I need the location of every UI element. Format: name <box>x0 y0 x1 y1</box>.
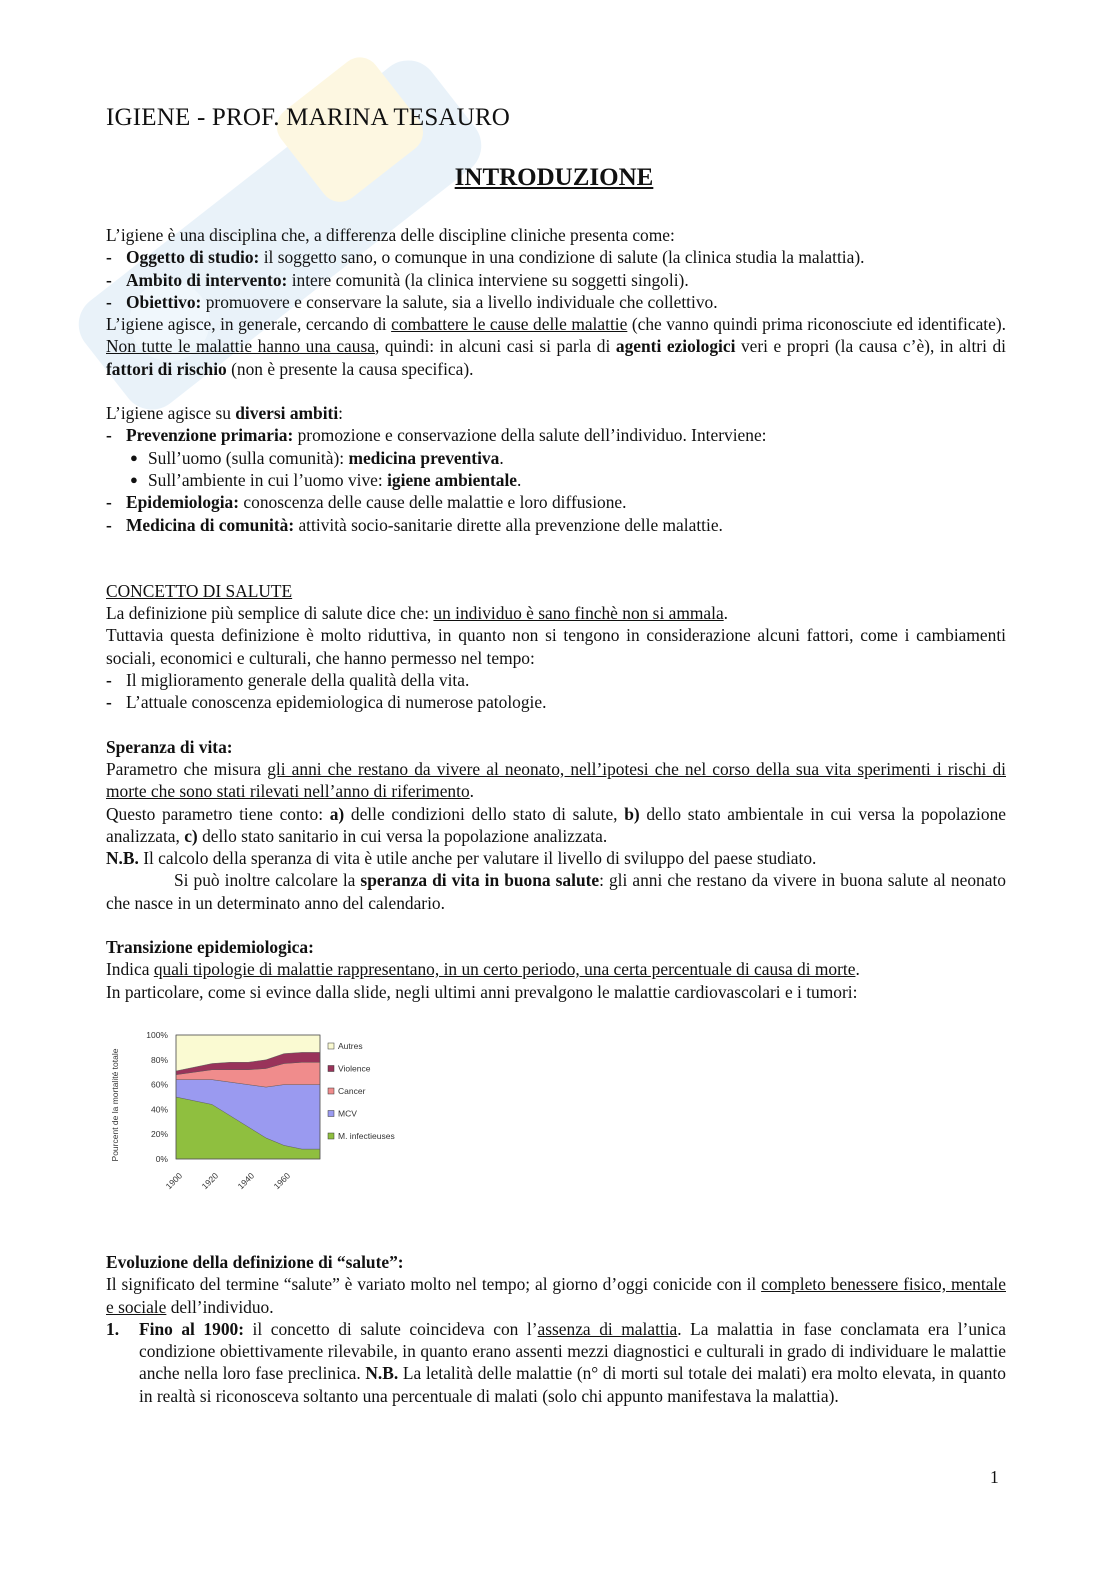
intro-lead: L’igiene è una disciplina che, a differenza delle discipline cliniche presenta come: <box>106 225 675 245</box>
speranza-paragraph: Parametro che misura gli anni che restano da vivere al neonato, nell’ipotesi che nel corso della sua vita sperimenti i rischi di morte che sono stati rilevati nell’anno di riferimento. <box>106 758 1006 802</box>
x-tick-label: 1960 <box>271 1170 293 1192</box>
x-tick-label: 1920 <box>199 1170 221 1192</box>
list-item: - Epidemiologia: conoscenza delle cause delle malattie e loro diffusione. <box>106 492 627 513</box>
evoluzione-paragraph: Il significato del termine “salute” è variato molto nel tempo; al giorno d’oggi conicide con il completo benessere fisico, mentale e sociale dell’individuo. <box>106 1274 1006 1317</box>
x-tick-label: 1940 <box>235 1170 257 1192</box>
legend-swatch <box>328 1043 334 1049</box>
transizione-paragraph: In particolare, come si evince dalla slide, negli ultimi anni prevalgono le malattie cardiovascolari e i tumori: <box>106 981 858 1002</box>
salute-paragraph: Tuttavia questa definizione è molto riduttiva, in quanto non si tengono in considerazione alcuni fattori, come i cambiamenti sociali, economici e culturali, che hanno permesso nel tempo: <box>106 625 1006 668</box>
y-axis-label: Pourcent de la mortalité totale <box>110 1048 120 1162</box>
legend-label: Violence <box>338 1063 371 1074</box>
intro-paragraph: L’igiene agisce, in generale, cercando di combattere le cause delle malattie (che vanno quindi prima riconosciute ed identificate). Non tutte le malattie hanno una causa, quindi: in alcuni casi si parla di agenti eziologici veri e propri (la causa c’è), in altri di fattori di rischio (non è presente la causa specifica). <box>106 314 1006 379</box>
y-tick-label: 80% <box>150 1054 168 1065</box>
sub-list-item: ● Sull’uomo (sulla comunità): medicina preventiva. <box>130 447 504 468</box>
list-item: - Il miglioramento generale della qualità della vita. <box>106 670 470 691</box>
y-tick-label: 20% <box>150 1129 168 1140</box>
evoluzione-heading: Evoluzione della definizione di “salute”: <box>106 1251 404 1272</box>
legend-label: Autres <box>338 1040 363 1051</box>
y-tick-label: 40% <box>150 1104 168 1115</box>
legend-swatch <box>328 1065 334 1071</box>
mortality-chart <box>106 1017 416 1207</box>
salute-definition: La definizione più semplice di salute dice che: un individuo è sano finchè non si ammala. <box>106 603 729 624</box>
page-number: 1 <box>990 1467 999 1487</box>
document-body <box>106 224 1006 1407</box>
y-tick-label: 0% <box>155 1153 168 1164</box>
legend-swatch <box>328 1110 334 1116</box>
speranza-paragraph: Si può inoltre calcolare la speranza di vita in buona salute: gli anni che restano da vivere in buona salute al neonato che nasce in un determinato anno del calendario. <box>106 870 1006 913</box>
list-item: - Oggetto di studio: il soggetto sano, o comunque in una condizione di salute (la clinica studia la malattia). <box>106 247 865 268</box>
y-tick-label: 60% <box>150 1079 168 1090</box>
transizione-heading: Transizione epidemiologica: <box>106 937 314 958</box>
list-item: - Obiettivo: promuovere e conservare la salute, sia a livello individuale che collettivo. <box>106 291 718 312</box>
legend-label: Cancer <box>338 1085 366 1096</box>
legend-swatch <box>328 1133 334 1139</box>
list-item: - Ambito di intervento: intere comunità (la clinica interviene su soggetti singoli). <box>106 269 689 290</box>
salute-heading: CONCETTO DI SALUTE <box>106 580 293 601</box>
ambiti-lead: L’igiene agisce su diversi ambiti: <box>106 403 344 424</box>
x-tick-label: 1900 <box>163 1170 185 1192</box>
legend-label: M. infectieuses <box>338 1130 395 1141</box>
numbered-item: 1. Fino al 1900: il concetto di salute coincideva con l’assenza di malattia. La malattia in fase conclamata era l’unica condizione obiettivamente rilevabile, in quanto erano assenti mezzi diagnostici e culturali in grado di individuare le malattie anche nella loro fase preclinica. N.B. La letalità delle malattie (n° di morti sul totale dei malati) era molto elevata, in quanto in realtà si riconosceva soltanto una percentuale di malati (solo chi appunto manifestava la malattia). <box>106 1318 1006 1406</box>
section-title: INTRODUZIONE <box>454 164 654 191</box>
list-item: - Medicina di comunità: attività socio-sanitarie dirette alla prevenzione delle malattie. <box>106 514 723 535</box>
y-tick-label: 100% <box>146 1029 168 1040</box>
legend-swatch <box>328 1088 334 1094</box>
list-item: - L’attuale conoscenza epidemiologica di numerose patologie. <box>106 692 547 713</box>
legend-label: MCV <box>338 1108 357 1119</box>
transizione-paragraph: Indica quali tipologie di malattie rappresentano, in un certo periodo, una certa percentuale di causa di morte. <box>106 959 860 980</box>
sub-list-item: ● Sull’ambiente in cui l’uomo vive: igiene ambientale. <box>130 469 522 490</box>
speranza-heading: Speranza di vita: <box>106 736 233 757</box>
list-item: - Prevenzione primaria: promozione e conservazione della salute dell’individuo. Interviene: <box>106 425 767 446</box>
speranza-paragraph: Questo parametro tiene conto: a) delle condizioni dello stato di salute, b) dello stato ambientale in cui versa la popolazione analizzata, c) dello stato sanitario in cui versa la popolazione analizzata. <box>106 803 1006 846</box>
document-title: IGIENE - PROF. MARINA TESAURO <box>106 104 511 131</box>
chart-svg <box>106 1017 416 1207</box>
speranza-note: N.B. Il calcolo della speranza di vita è utile anche per valutare il livello di sviluppo del paese studiato. <box>106 848 817 869</box>
